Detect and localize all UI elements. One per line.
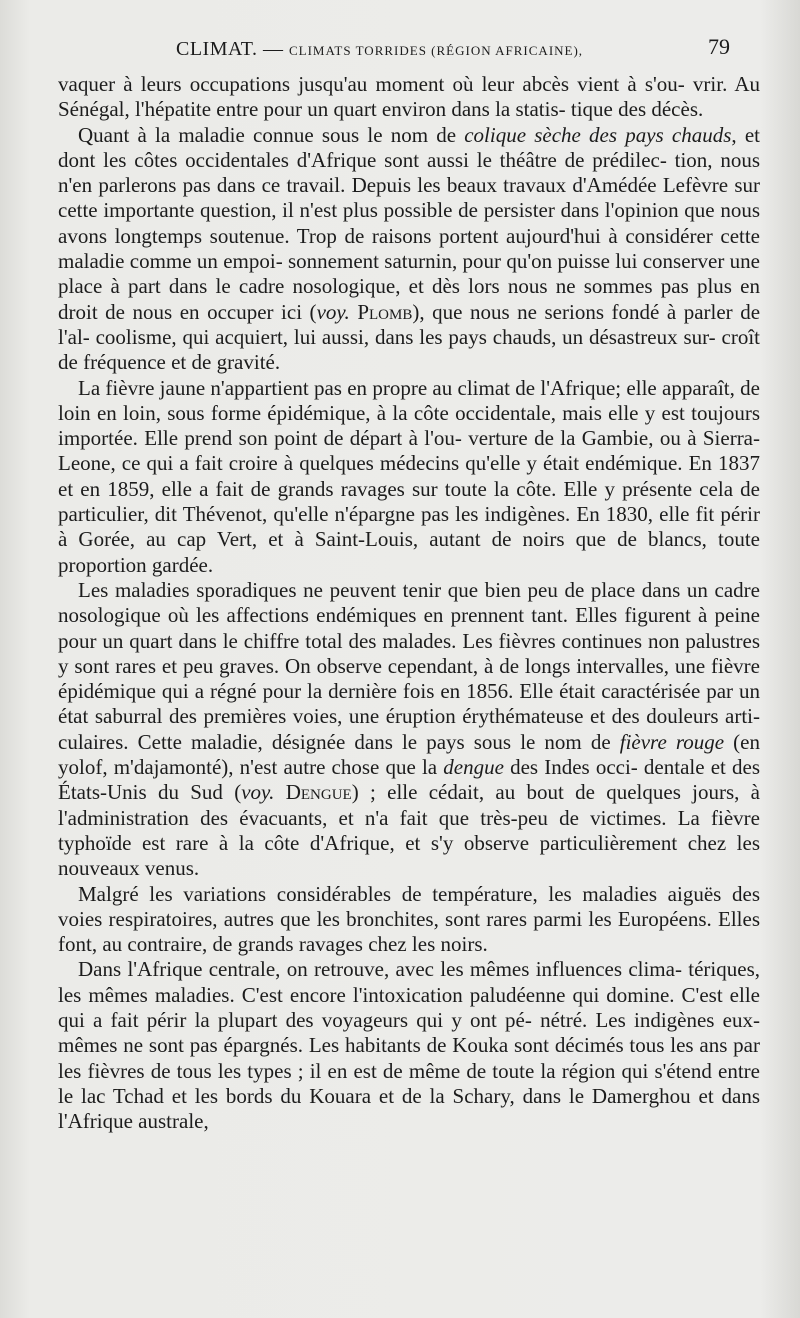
paragraph-6 bbox=[58, 957, 760, 1134]
body-text bbox=[58, 72, 760, 1134]
paragraph-5-text: Malgré les variations considérables de température, les maladies aiguës des voies respiratoires, autres que les bronchites, sont rares parmi les Européens. Elles font, au contraire, de grands ravages chez les noirs. bbox=[58, 881, 760, 957]
paragraph-4-text-b: (en yolof, m'dajamonté), n'est autre chose que la bbox=[58, 729, 760, 780]
cross-ref-dengue: Dengue bbox=[285, 780, 352, 805]
paragraph-2-text-c: ), que nous ne serions fondé à parler de l'al- coolisme, qui acquiert, lui aussi, dans les pays chauds, un désastreux sur- croît de fréquence et de gravité. bbox=[58, 299, 761, 375]
paragraph-4-text-d: ) ; elle cédait, au bout de quelques jours, à l'administration des évacuants, et n'a fait que très-peu de victimes. La fièvre typhoïde est rare à la côte d'Afrique, et s'y observe particulièrement chez les nouveaux venus. bbox=[58, 780, 761, 881]
term-dengue: dengue bbox=[443, 755, 504, 780]
running-title bbox=[176, 38, 583, 61]
running-title-main: CLIMAT. bbox=[176, 38, 258, 60]
paragraph-2-text-b: , et dont les côtes occidentales d'Afrique sont aussi le théâtre de prédilec- tion, nous n'en parlerons pas dans ce travail. Depuis les beaux travaux d'Amédée Lefèvre sur cette importante question, il n'est plus possible de persister dans l'opinion que nous avons longtemps soutenue. Trop de raisons portent aujourd'hui à considérer cette maladie comme un empoi- sonnement saturnin, pour qu'on puisse lui conserver une place à part dans le cadre nosologique, et dès lors nous ne sommes pas plus en droit de nous en occuper ici ( bbox=[58, 122, 760, 324]
space-2 bbox=[274, 780, 285, 804]
cross-ref-voy: voy. bbox=[316, 299, 350, 324]
paragraph-1 bbox=[58, 72, 760, 123]
running-header bbox=[58, 30, 760, 72]
paragraph-5 bbox=[58, 882, 760, 958]
paragraph-2-text-a: Quant à la maladie connue sous le nom de bbox=[78, 122, 465, 147]
term-colique-seche: colique sèche des pays chauds bbox=[464, 122, 732, 147]
cross-ref-voy-2: voy. bbox=[241, 780, 275, 805]
paragraph-1-text: vaquer à leurs occupations jusqu'au moment où leur abcès vient à s'ou- vrir. Au Sénégal, l'hépatite entre pour un quart environ dans la statis- tique des décès. bbox=[58, 72, 760, 122]
paragraph-2 bbox=[58, 123, 760, 376]
paragraph-6-text: Dans l'Afrique centrale, on retrouve, avec les mêmes influences clima- tériques, les mêmes maladies. C'est encore l'intoxication paludéenne qui domine. C'est elle qui a fait périr la plupart des voyageurs qui y ont pé- nétré. Les indigènes eux-mêmes ne sont pas épargnés. Les habitants de Kouka sont décimés tous les ans par les fièvres de tous les types ; il en est de même de toute la région qui s'étend entre le lac Tchad et les bords du Kouara et de la Schary, dans le Damerghou et dans l'Afrique australe, bbox=[58, 957, 760, 1134]
paragraph-3-text: La fièvre jaune n'appartient pas en propre au climat de l'Afrique; elle apparaît, de loin en loin, sous forme épidémique, à la côte occidentale, mais elle y est toujours importée. Elle prend son point de départ à l'ou- verture de la Gambie, ou à Sierra-Leone, ce qui a fait croire à quelques médecins qu'elle y était endémique. En 1837 et en 1859, elle a fait de grands ravages sur toute la côte. Elle y présente cela de particulier, dit Thévenot, qu'elle n'épargne pas les indigènes. En 1830, elle fit périr à Gorée, au cap Vert, et à Saint-Louis, autant de noirs que de blancs, toute proportion gardée. bbox=[58, 375, 760, 577]
running-title-separator: — bbox=[257, 38, 289, 60]
page-number: 79 bbox=[708, 34, 730, 59]
paragraph-3 bbox=[58, 376, 760, 578]
paragraph-4-text-a: Les maladies sporadiques ne peuvent tenir que bien peu de place dans un cadre nosologique où les affections endémiques en prennent tant. Elles figurent à peine pour un quart dans le chiffre total des malades. Les fièvres continues non palustres y sont rares et peu graves. On observe cependant, à de longs intervalles, une fièvre épidémique qui a régné pour la dernière fois en 1856. Elle était caractérisée par un état saburral des premières voies, une éruption érythémateuse et des douleurs arti- culaires. Cette maladie, désignée dans le pays sous le nom de bbox=[58, 577, 760, 754]
running-title-sub: CLIMATS TORRIDES (RÉGION AFRICAINE), bbox=[288, 43, 584, 58]
paragraph-4-text-c: des Indes occi- dentale et des États-Unis du Sud ( bbox=[58, 755, 760, 805]
cross-ref-plomb: Plomb bbox=[357, 299, 413, 324]
paragraph-4 bbox=[58, 578, 760, 882]
term-fievre-rouge: fièvre rouge bbox=[619, 729, 725, 754]
